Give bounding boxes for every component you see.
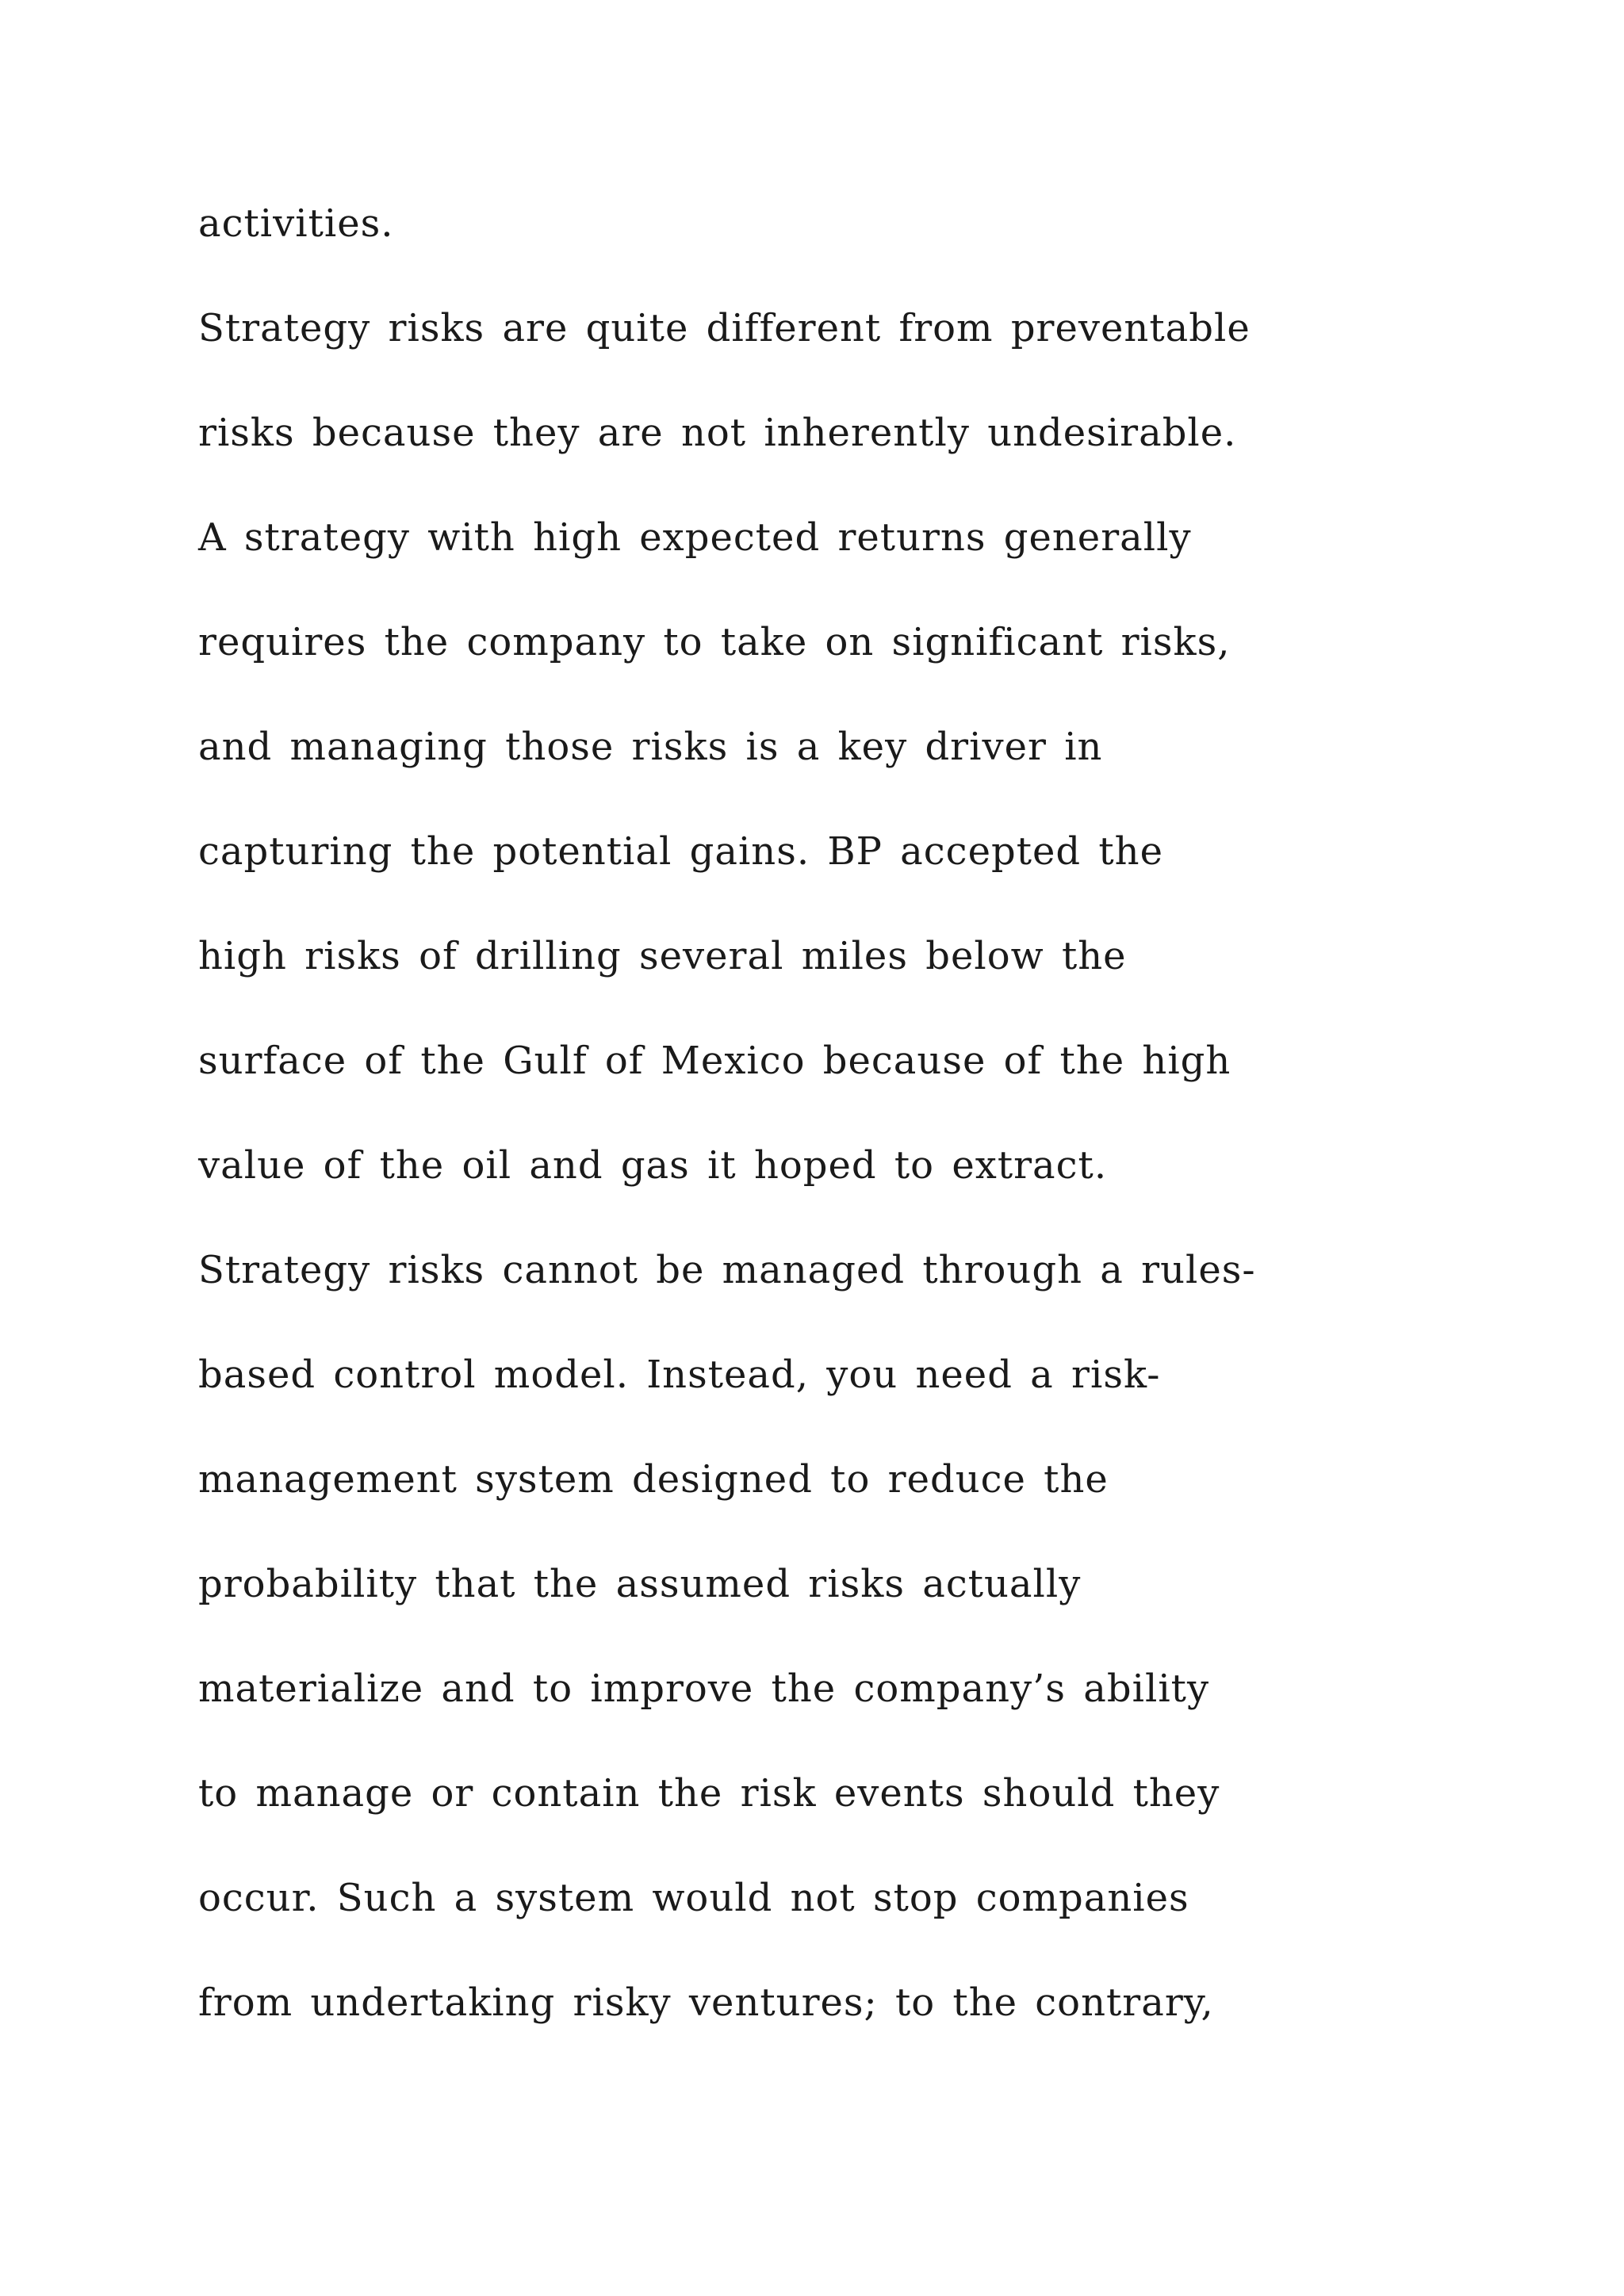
text-line: surface of the Gulf of Mexico because of the high bbox=[198, 1039, 1231, 1083]
text-line: high risks of drilling several miles below the bbox=[198, 934, 1127, 978]
text-line: occur. Such a system would not stop companies bbox=[198, 1876, 1189, 1920]
text-line: based control model. Instead, you need a risk- bbox=[198, 1353, 1161, 1397]
text-line: value of the oil and gas it hoped to extract. bbox=[198, 1143, 1108, 1188]
text-line: requires the company to take on significant risks, bbox=[198, 620, 1231, 664]
text-line: materialize and to improve the company’s ability bbox=[198, 1667, 1210, 1711]
text-line: probability that the assumed risks actually bbox=[198, 1562, 1082, 1606]
text-line: Strategy risks cannot be managed through a rules- bbox=[198, 1248, 1256, 1292]
text-line: to manage or contain the risk events should they bbox=[198, 1771, 1220, 1816]
text-line: from undertaking risky ventures; to the contrary, bbox=[198, 1980, 1214, 2025]
text-line: and managing those risks is a key driver in bbox=[198, 725, 1103, 769]
text-line: risks because they are not inherently undesirable. bbox=[198, 411, 1237, 455]
text-line: Strategy risks are quite different from preventable bbox=[198, 306, 1251, 350]
text-line: A strategy with high expected returns generally bbox=[198, 515, 1192, 560]
text-line: management system designed to reduce the bbox=[198, 1457, 1109, 1502]
text-line: capturing the potential gains. BP accepted the bbox=[198, 829, 1163, 874]
body-text bbox=[198, 171, 1435, 2055]
text-line: activities. bbox=[198, 201, 394, 246]
